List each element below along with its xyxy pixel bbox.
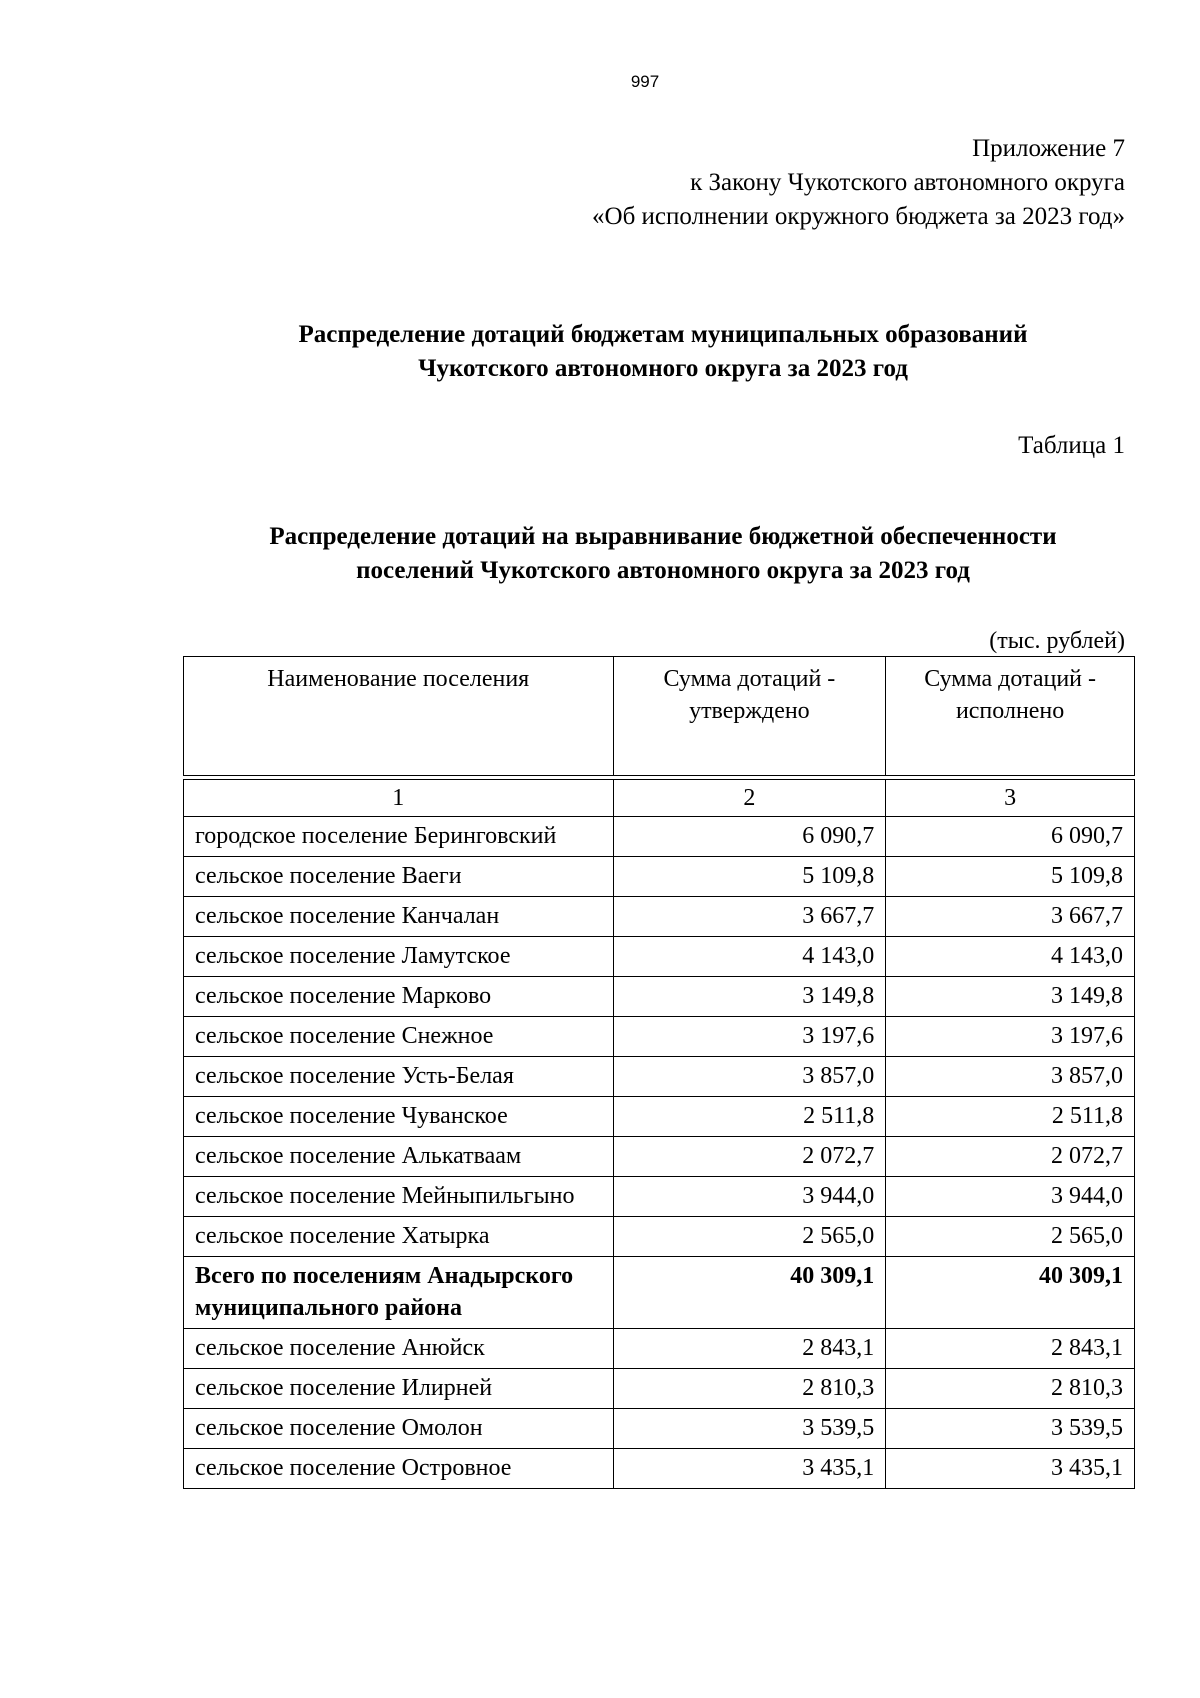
header-executed-line-1: Сумма дотаций - [924,666,1097,692]
column-number: 1 [184,780,614,817]
approved-amount-cell: 5 109,8 [613,857,886,897]
settlement-name-cell: сельское поселение Алькатваам [184,1137,614,1177]
table-row [184,857,1135,897]
settlement-name-cell: сельское поселение Островное [184,1449,614,1489]
executed-amount-cell: 2 565,0 [886,1217,1135,1257]
approved-amount-cell: 3 435,1 [613,1449,886,1489]
settlement-name-cell: сельское поселение Марково [184,977,614,1017]
approved-amount-cell: 3 667,7 [613,897,886,937]
table-header-row [184,657,1135,776]
approved-amount-cell: 2 565,0 [613,1217,886,1257]
column-number: 3 [886,780,1135,817]
header-settlement-name-text: Наименование поселения [267,666,530,692]
approved-amount-cell: 2 072,7 [613,1137,886,1177]
approved-amount-cell: 3 857,0 [613,1057,886,1097]
appendix-line-1: Приложение 7 [972,135,1125,162]
table-row [184,1057,1135,1097]
executed-amount-cell: 3 667,7 [886,897,1135,937]
table-row [184,937,1135,977]
appendix-line-3: «Об исполнении окружного бюджета за 2023 год» [592,203,1125,230]
appendix-reference [592,132,1125,234]
settlement-name-cell: городское поселение Беринговский [184,817,614,857]
settlement-name-cell: сельское поселение Хатырка [184,1217,614,1257]
table-row [184,1217,1135,1257]
approved-amount-cell: 6 090,7 [613,817,886,857]
settlement-name-cell: сельское поселение Чуванское [184,1097,614,1137]
executed-amount-cell: 2 810,3 [886,1369,1135,1409]
table-number: Таблица 1 [1018,432,1125,459]
settlement-name-cell: сельское поселение Омолон [184,1409,614,1449]
column-number-row [184,780,1135,817]
executed-amount-cell: 2 511,8 [886,1097,1135,1137]
header-approved-line-2: утверждено [689,698,810,724]
settlement-name-cell: сельское поселение Ламутское [184,937,614,977]
executed-amount-cell: 3 149,8 [886,977,1135,1017]
settlement-name-cell: Всего по поселениям Анадырского муниципального района [184,1257,614,1329]
executed-amount-cell: 2 843,1 [886,1329,1135,1369]
executed-amount-cell: 3 435,1 [886,1449,1135,1489]
table-title [183,520,1143,588]
header-executed-line-2: исполнено [955,698,1065,724]
table-row [184,1409,1135,1449]
main-title [183,318,1143,386]
header-approved-line-1: Сумма дотаций - [663,666,836,692]
settlement-name-cell: сельское поселение Снежное [184,1017,614,1057]
executed-amount-cell: 6 090,7 [886,817,1135,857]
table-row [184,977,1135,1017]
approved-amount-cell: 40 309,1 [613,1257,886,1329]
executed-amount-cell: 40 309,1 [886,1257,1135,1329]
approved-amount-cell: 2 511,8 [613,1097,886,1137]
settlement-name-cell: сельское поселение Канчалан [184,897,614,937]
table-row [184,1449,1135,1489]
subsidy-table [183,656,1135,1489]
executed-amount-cell: 5 109,8 [886,857,1135,897]
appendix-line-2: к Закону Чукотского автономного округа [690,169,1125,196]
main-title-line-1: Распределение дотаций бюджетам муниципальных образований [298,321,1028,348]
settlement-name-cell: сельское поселение Мейныпильгыно [184,1177,614,1217]
table-row [184,1177,1135,1217]
table-row [184,1017,1135,1057]
executed-amount-cell: 3 857,0 [886,1057,1135,1097]
header-settlement-name [184,657,614,776]
header-executed [886,657,1135,776]
table-row [184,1097,1135,1137]
approved-amount-cell: 2 810,3 [613,1369,886,1409]
settlement-name-cell: сельское поселение Усть-Белая [184,1057,614,1097]
table-title-line-1: Распределение дотаций на выравнивание бюджетной обеспеченности [269,523,1057,550]
page-number: 997 [630,72,660,91]
table-total-row [184,1257,1135,1329]
settlement-name-cell: сельское поселение Ваеги [184,857,614,897]
table-title-line-2: поселений Чукотского автономного округа за 2023 год [356,557,970,584]
column-number: 2 [613,780,886,817]
executed-amount-cell: 4 143,0 [886,937,1135,977]
header-approved [613,657,886,776]
approved-amount-cell: 3 197,6 [613,1017,886,1057]
approved-amount-cell: 4 143,0 [613,937,886,977]
table-row [184,897,1135,937]
table-row [184,1137,1135,1177]
approved-amount-cell: 3 539,5 [613,1409,886,1449]
approved-amount-cell: 3 149,8 [613,977,886,1017]
settlement-name-cell: сельское поселение Илирней [184,1369,614,1409]
settlement-name-cell: сельское поселение Анюйск [184,1329,614,1369]
executed-amount-cell: 2 072,7 [886,1137,1135,1177]
table-row [184,1329,1135,1369]
executed-amount-cell: 3 944,0 [886,1177,1135,1217]
approved-amount-cell: 2 843,1 [613,1329,886,1369]
main-title-line-2: Чукотского автономного округа за 2023 год [418,355,908,382]
approved-amount-cell: 3 944,0 [613,1177,886,1217]
units-note: (тыс. рублей) [989,628,1125,654]
executed-amount-cell: 3 539,5 [886,1409,1135,1449]
table-row [184,1369,1135,1409]
executed-amount-cell: 3 197,6 [886,1017,1135,1057]
table-row [184,817,1135,857]
